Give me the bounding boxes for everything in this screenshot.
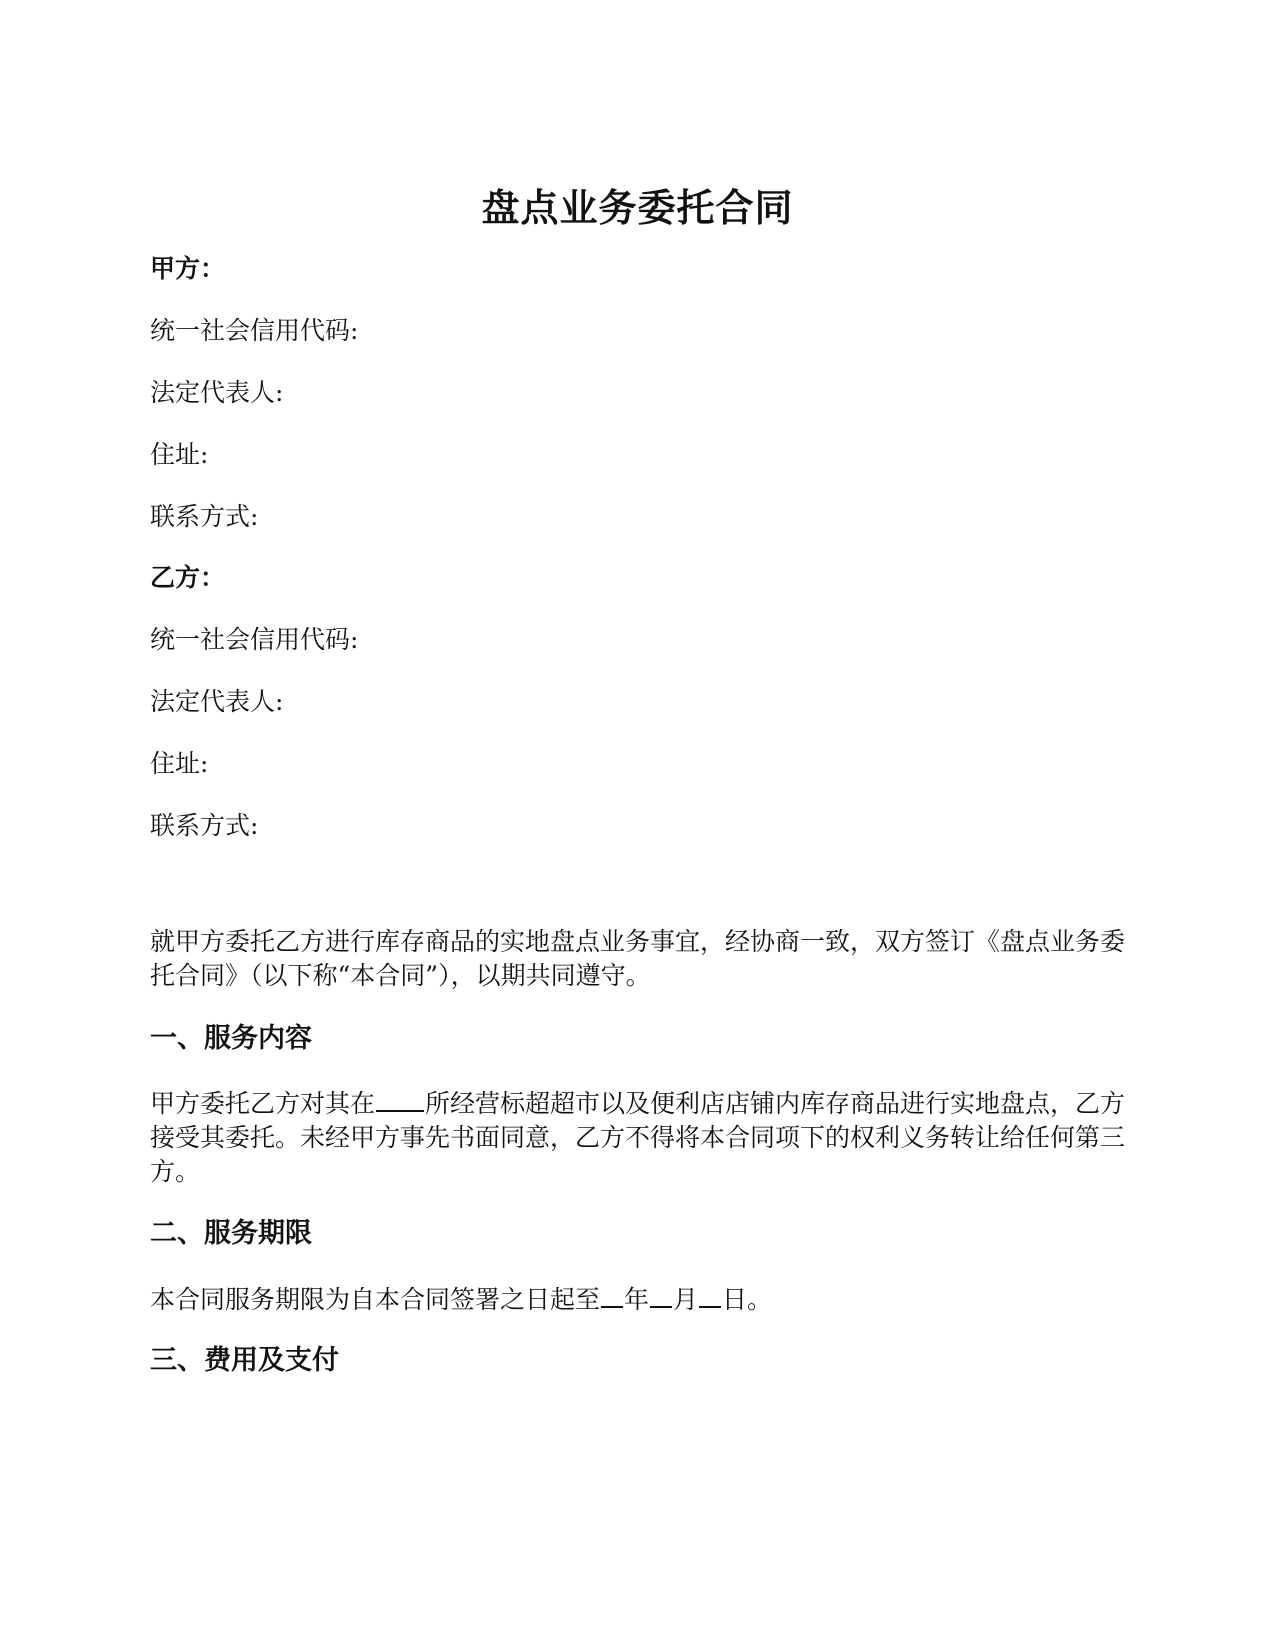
section-1-text-before: 甲方委托乙方对其在 — [150, 1089, 376, 1118]
section-2-paragraph — [150, 1282, 772, 1317]
party-b-label: 乙方： — [150, 563, 226, 592]
party-b-credit-code: 统一社会信用代码: — [150, 625, 359, 654]
section-1-paragraph — [150, 1086, 1135, 1189]
day-label: 日。 — [722, 1285, 773, 1314]
term-text: 本合同服务期限为自本合同签署之日起至 — [150, 1285, 601, 1314]
section-1-heading: 一、服务内容 — [150, 1023, 312, 1054]
section-2-heading: 二、服务期限 — [150, 1218, 312, 1249]
party-b-legal-rep: 法定代表人: — [150, 687, 284, 716]
party-a-legal-rep: 法定代表人: — [150, 378, 284, 407]
year-blank — [601, 1282, 623, 1308]
party-b-contact: 联系方式: — [150, 811, 259, 840]
day-blank — [699, 1282, 721, 1308]
party-a-credit-code: 统一社会信用代码: — [150, 316, 359, 345]
section-3-heading: 三、费用及支付 — [150, 1345, 339, 1376]
party-b-address: 住址: — [150, 749, 209, 778]
party-a-address: 住址: — [150, 440, 209, 469]
document-title: 盘点业务委托合同 — [481, 185, 794, 230]
party-a-contact: 联系方式: — [150, 502, 259, 531]
year-label: 年 — [624, 1285, 650, 1314]
party-a-label: 甲方： — [150, 254, 226, 283]
month-label: 月 — [673, 1285, 699, 1314]
month-blank — [650, 1282, 672, 1308]
location-blank — [376, 1086, 424, 1112]
intro-paragraph: 就甲方委托乙方进行库存商品的实地盘点业务事宜，经协商一致，双方签订《盘点业务委托合同》（以下称“本合同”），以期共同遵守。 — [150, 927, 1126, 990]
section-1-text-after: 所经营标超超市以及便利店店铺内库存商品进行实地盘点，乙方接受其委托。未经甲方事先书面同意，乙方不得将本合同项下的权利义务转让给任何第三方。 — [150, 1089, 1126, 1186]
